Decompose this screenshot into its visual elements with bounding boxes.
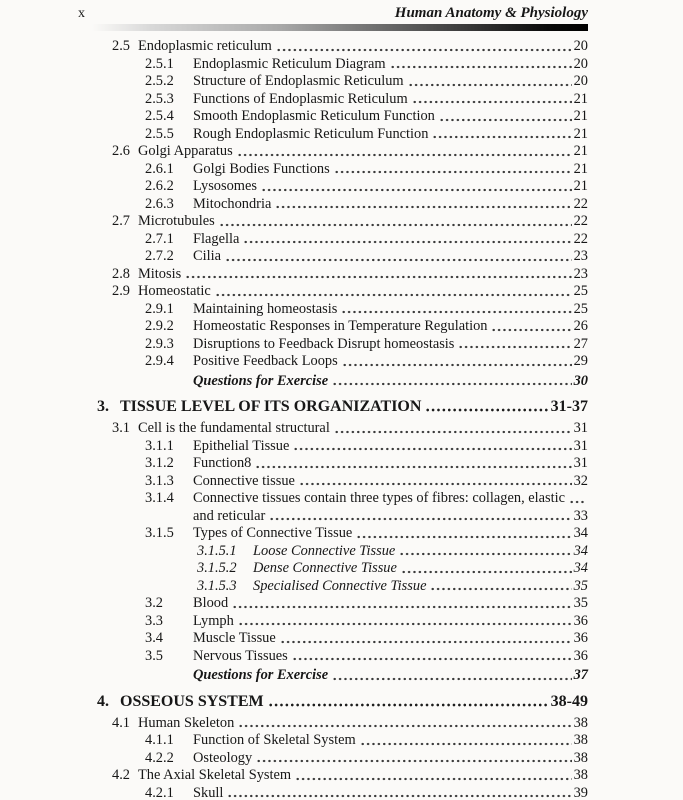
toc-entry: [78, 420, 588, 438]
toc-entry-page: 32: [573, 472, 588, 489]
dot-leader: [256, 750, 571, 768]
toc-entry-title: Human Skeleton: [138, 714, 235, 731]
toc-entry-number: 2.6.1: [145, 160, 174, 177]
toc-entry-number: 4.: [97, 692, 109, 710]
toc-entry-number: 4.2.2: [145, 749, 174, 766]
toc-entry-page: 36: [573, 612, 588, 629]
dot-leader: [334, 420, 572, 438]
toc-entry-title: Lymph: [193, 612, 234, 629]
toc-entry-number: 2.5.2: [145, 73, 174, 89]
toc-entry: [78, 578, 588, 596]
toc-entry-page: 39: [573, 784, 588, 800]
toc-entry: [78, 178, 588, 196]
page-number: x: [78, 6, 85, 21]
toc-entry-title: Nervous Tissues: [193, 647, 288, 664]
toc-entry-number: 3.1.5.2: [197, 560, 237, 576]
toc-entry-title: Endoplasmic Reticulum Diagram: [193, 55, 386, 72]
toc-entry-number: 2.9.3: [145, 335, 174, 352]
toc-entry-number: 2.7: [112, 213, 130, 229]
toc-entry-number: 3.1.5.1: [197, 542, 237, 559]
dot-leader: [299, 473, 572, 491]
toc-entry-number: 3.1.5.3: [197, 577, 237, 594]
toc-entry-page: 21: [573, 160, 588, 177]
toc-entry: [78, 508, 588, 526]
toc-entry-number: 2.6.3: [145, 195, 174, 212]
toc-entry-page: 27: [573, 335, 588, 352]
toc-entry: [78, 543, 588, 561]
book-title: Human Anatomy & Physiology: [394, 5, 588, 21]
toc-entry-number: 2.5.1: [145, 55, 174, 72]
dot-leader: [458, 336, 571, 354]
toc-entry: [78, 715, 588, 733]
toc-entry-title: Flagella: [193, 230, 240, 247]
toc-entry-page: 35: [573, 595, 588, 611]
toc-entry-page: 21: [573, 143, 588, 159]
dot-leader: [401, 560, 572, 578]
toc-entry-page: 22: [573, 195, 588, 212]
toc-entry: [78, 143, 588, 161]
dot-leader: [238, 715, 571, 733]
toc-entry-title: The Axial Skeletal System: [138, 767, 292, 783]
toc-entry-page: 38: [573, 767, 588, 783]
toc-entry-title: Connective tissues contain three types of fibres: collagen, elastic: [193, 490, 566, 506]
toc-entry: [78, 750, 588, 768]
dot-leader: [356, 525, 571, 543]
dot-leader: [185, 266, 571, 284]
toc-entry-title: Rough Endoplasmic Reticulum Function: [193, 125, 429, 142]
toc-entry: [78, 318, 588, 336]
toc-entry-number: 2.9.4: [145, 353, 174, 369]
toc-entry-page: 21: [573, 178, 588, 194]
toc-entry-page: 20: [573, 55, 588, 72]
dot-leader: [268, 693, 549, 711]
toc-entry-number: 3.1.3: [145, 472, 174, 489]
toc-entry-title: TISSUE LEVEL OF ITS ORGANIZATION: [120, 398, 422, 415]
toc-entry: [78, 283, 588, 301]
toc-entry-title: Epithelial Tissue: [193, 437, 290, 454]
toc-entry-title: Dense Connective Tissue: [253, 560, 397, 576]
dot-leader: [276, 38, 572, 56]
toc-entry: [78, 595, 588, 613]
toc-entry: [78, 767, 588, 785]
dot-leader: [238, 613, 572, 631]
toc-entry-number: 2.5.3: [145, 90, 174, 107]
toc-entry: [78, 108, 588, 126]
toc-entry-title: Homeostatic: [138, 283, 211, 299]
toc-entry-number: 4.2.1: [145, 784, 174, 800]
toc-entry: [78, 301, 588, 319]
toc-entry-number: 2.8: [112, 265, 130, 282]
toc-entry: [78, 248, 588, 266]
toc-entry-title: Functions of Endoplasmic Reticulum: [193, 90, 408, 107]
toc-entry-title: Positive Feedback Loops: [193, 353, 338, 369]
toc-entry-page: 31: [573, 420, 588, 436]
dot-leader: [425, 398, 548, 416]
toc-entry-page: 25: [573, 300, 588, 317]
toc-entry-title: Microtubules: [138, 213, 215, 229]
dot-leader: [232, 595, 571, 613]
dot-leader: [412, 91, 572, 109]
toc-entry-page: 38: [573, 749, 588, 766]
page-header: [78, 5, 588, 22]
toc-entry-page: 34: [573, 560, 588, 576]
dot-leader: [243, 231, 571, 249]
toc-entry-page: 38-49: [550, 692, 588, 710]
toc-entry-title: Cilia: [193, 248, 221, 264]
toc-entry: [78, 693, 588, 711]
toc-entry: [78, 213, 588, 231]
dot-leader: [430, 578, 571, 596]
toc-entry: [78, 560, 588, 578]
dot-leader: [227, 785, 571, 800]
toc-entry-title: Skull: [193, 784, 224, 800]
toc-entry-number: 2.7.2: [145, 248, 174, 264]
toc-entry-number: 3.5: [145, 647, 163, 664]
toc-entry-page: 37: [573, 667, 588, 683]
toc-entry-number: 3.2: [145, 595, 163, 611]
toc-entry-number: 2.6.2: [145, 178, 174, 194]
toc-entry-page: 22: [573, 230, 588, 247]
toc-entry: [78, 785, 588, 800]
toc-entry-page: 34: [573, 542, 588, 559]
toc-entry-page: 22: [573, 213, 588, 229]
toc-entry-number: 2.9: [112, 283, 130, 299]
toc-entry-number: 4.1.1: [145, 732, 174, 748]
dot-leader: [332, 373, 571, 391]
toc-entry-page: 34: [573, 525, 588, 541]
toc-entry: [78, 438, 588, 456]
toc-entry-page: 20: [573, 38, 588, 54]
toc-entry-page: 23: [573, 265, 588, 282]
toc-entry-page: 20: [573, 73, 588, 89]
toc-entry: [78, 231, 588, 249]
toc-entry: [78, 38, 588, 56]
toc-entry-page: 31-37: [550, 398, 588, 415]
toc-entry-title: Mitochondria: [193, 195, 272, 212]
toc-entry: [78, 336, 588, 354]
dot-leader: [225, 248, 572, 266]
toc-entry-number: 3.4: [145, 630, 163, 646]
toc-entry-page: 21: [573, 90, 588, 107]
toc-entry-number: 3.1: [112, 420, 130, 436]
dot-leader: [439, 108, 572, 126]
toc-entry: [78, 398, 588, 416]
dot-leader: [295, 767, 572, 785]
toc-entry: [78, 732, 588, 750]
toc-entry-page: 36: [573, 630, 588, 646]
toc-entry-page: 36: [573, 647, 588, 664]
page-content: [78, 5, 588, 800]
toc-entry-number: 2.5: [112, 38, 130, 54]
toc-entry-title: Lysosomes: [193, 178, 257, 194]
dot-leader: [275, 196, 571, 214]
toc-entry: [78, 613, 588, 631]
toc-entry: [78, 490, 588, 508]
toc-entry-number: 2.7.1: [145, 230, 174, 247]
dot-leader: [342, 353, 572, 371]
dot-leader: [219, 213, 572, 231]
toc-entry-page: 29: [573, 353, 588, 369]
toc-entry-title: Endoplasmic reticulum: [138, 38, 272, 54]
toc-entry-page: 26: [573, 318, 588, 334]
toc-entry-title: Types of Connective Tissue: [193, 525, 353, 541]
toc-entry-title: Golgi Apparatus: [138, 143, 233, 159]
toc-entry: [78, 455, 588, 473]
toc-entry: [78, 473, 588, 491]
toc-entry: [78, 266, 588, 284]
toc-entry-title: and reticular: [193, 507, 266, 524]
dot-leader: [360, 732, 572, 750]
toc-entry-number: 2.5.5: [145, 125, 174, 142]
dot-leader: [569, 490, 584, 508]
toc-entry-title: Questions for Exercise: [193, 372, 329, 389]
toc-entry-title: Mitosis: [138, 265, 182, 282]
dot-leader: [237, 143, 572, 161]
toc-entry-number: 3.1.4: [145, 490, 174, 506]
toc-entry-page: 21: [573, 125, 588, 142]
dot-leader: [334, 161, 572, 179]
toc-entry-page: 25: [573, 283, 588, 299]
toc-entry-title: Structure of Endoplasmic Reticulum: [193, 73, 404, 89]
toc-entry-number: 2.5.4: [145, 108, 174, 124]
toc-entry-title: Specialised Connective Tissue: [253, 577, 427, 594]
toc-entry-page: 38: [573, 714, 588, 731]
toc-entry-number: 4.1: [112, 714, 130, 731]
toc-entry-title: Connective tissue: [193, 472, 295, 489]
toc-entry-number: 2.6: [112, 143, 130, 159]
dot-leader: [269, 508, 571, 526]
toc-entry-title: Cell is the fundamental structural: [138, 420, 330, 436]
dot-leader: [341, 301, 571, 319]
toc-entry-page: 30: [573, 372, 588, 389]
table-of-contents: [78, 38, 588, 800]
dot-leader: [255, 455, 571, 473]
dot-leader: [399, 543, 571, 561]
toc-entry: [78, 667, 588, 685]
toc-entry: [78, 161, 588, 179]
toc-entry-title: Maintaining homeostasis: [193, 300, 338, 317]
toc-entry-page: 33: [573, 507, 588, 524]
toc-entry-number: 3.1.1: [145, 437, 174, 454]
toc-entry-number: 3.1.2: [145, 455, 174, 471]
toc-entry-page: 23: [573, 248, 588, 264]
toc-entry: [78, 373, 588, 391]
toc-entry-number: 3.3: [145, 612, 163, 629]
toc-entry-title: Homeostatic Responses in Temperature Regulation: [193, 318, 488, 334]
toc-entry-number: 4.2: [112, 767, 130, 783]
toc-entry: [78, 353, 588, 371]
toc-entry-title: Disruptions to Feedback Disrupt homeostasis: [193, 335, 455, 352]
toc-entry-title: Function8: [193, 455, 252, 471]
dot-leader: [432, 126, 571, 144]
toc-entry-number: 3.: [97, 398, 109, 415]
toc-entry-page: 21: [573, 108, 588, 124]
toc-entry-title: Smooth Endoplasmic Reticulum Function: [193, 108, 435, 124]
toc-entry-page: 31: [573, 455, 588, 471]
dot-leader: [332, 667, 571, 685]
dot-leader: [261, 178, 572, 196]
toc-entry-page: 35: [573, 577, 588, 594]
toc-entry: [78, 648, 588, 666]
toc-entry-title: Blood: [193, 595, 229, 611]
dot-leader: [390, 56, 572, 74]
toc-entry-title: Golgi Bodies Functions: [193, 160, 330, 177]
toc-entry-number: 2.9.2: [145, 318, 174, 334]
toc-entry-title: Questions for Exercise: [193, 667, 329, 683]
toc-entry-title: Function of Skeletal System: [193, 732, 356, 748]
toc-entry: [78, 630, 588, 648]
toc-entry: [78, 91, 588, 109]
dot-leader: [215, 283, 572, 301]
toc-entry-title: Loose Connective Tissue: [253, 542, 396, 559]
dot-leader: [408, 73, 572, 91]
toc-entry-title: Muscle Tissue: [193, 630, 276, 646]
toc-entry: [78, 126, 588, 144]
toc-entry: [78, 73, 588, 91]
dot-leader: [280, 630, 572, 648]
toc-entry-page: 31: [573, 437, 588, 454]
dot-leader: [293, 438, 571, 456]
header-rule: [92, 24, 588, 31]
toc-entry-number: 2.9.1: [145, 300, 174, 317]
toc-entry: [78, 525, 588, 543]
toc-entry: [78, 196, 588, 214]
toc-entry-number: 3.1.5: [145, 525, 174, 541]
toc-entry: [78, 56, 588, 74]
toc-entry-title: Osteology: [193, 749, 253, 766]
toc-entry-title: OSSEOUS SYSTEM: [120, 692, 264, 710]
toc-entry-page: 38: [573, 732, 588, 748]
dot-leader: [491, 318, 571, 336]
dot-leader: [292, 648, 572, 666]
